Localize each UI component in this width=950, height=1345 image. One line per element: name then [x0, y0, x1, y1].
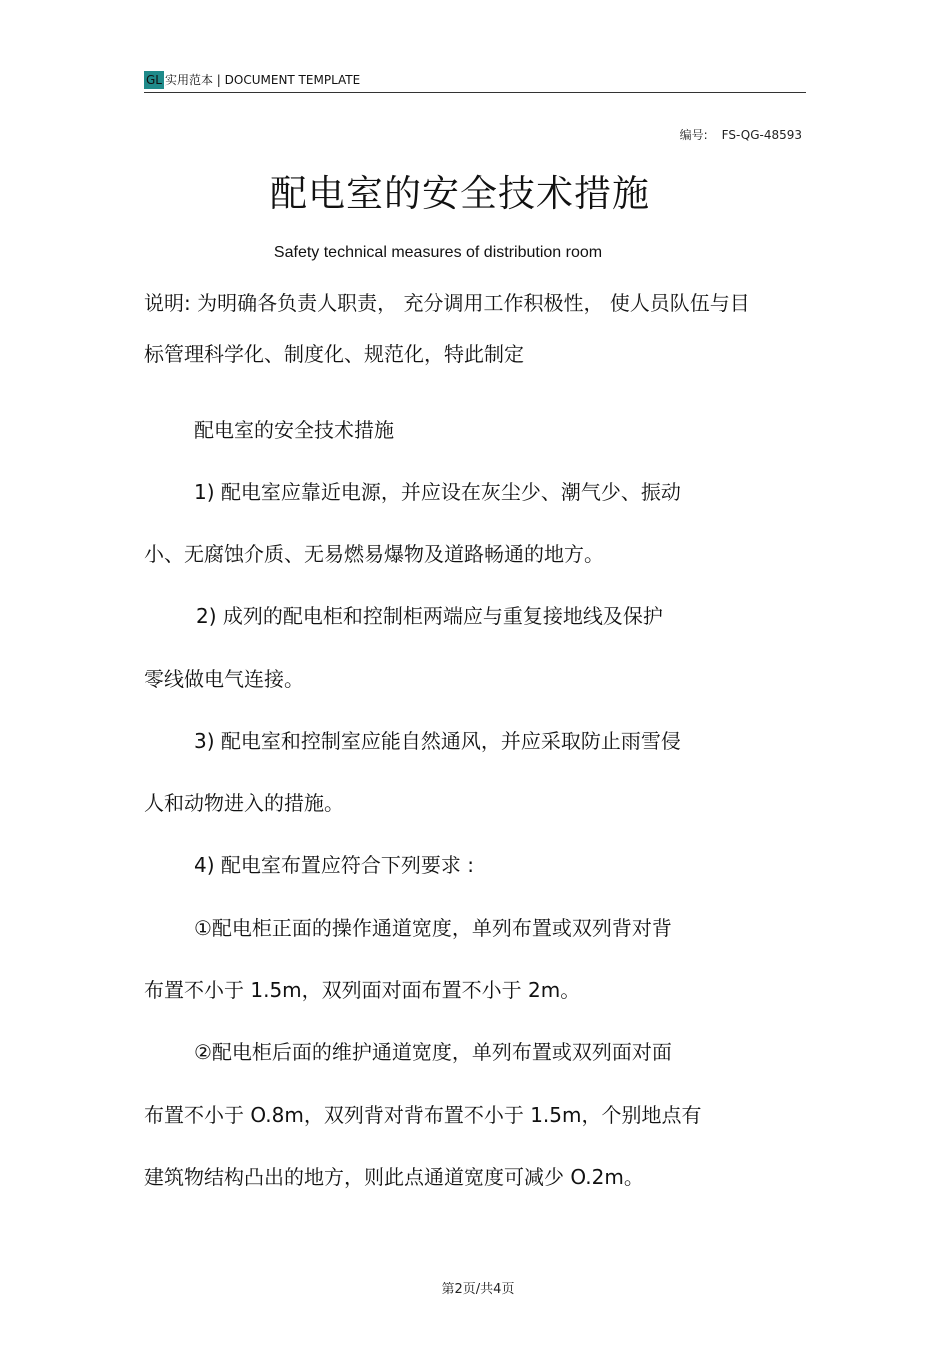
item-4-line-1: 4) 配电室布置应符合下列要求 : — [194, 853, 474, 877]
item-4a-line-2: 布置不小于 1.5m，双列面对面布置不小于 2m。 — [144, 978, 581, 1002]
document-number-label: 编号: — [679, 128, 708, 142]
document-title: 配电室的安全技术措施 — [270, 172, 650, 215]
intro-line-1: 说明: 为明确各负责人职责， 充分调用工作积极性， 使人员队伍与目 — [144, 291, 750, 315]
item-1-line-2: 小、无腐蚀介质、无易燃易爆物及道路畅通的地方。 — [144, 542, 604, 566]
item-2-line-2: 零线做电气连接。 — [144, 667, 304, 691]
document-number — [680, 126, 802, 143]
document-number-value: FS-QG-48593 — [721, 128, 802, 142]
item-1-line-1: 1) 配电室应靠近电源，并应设在灰尘少、潮气少、振动 — [194, 480, 681, 504]
item-4b-line-3: 建筑物结构凸出的地方，则此点通道宽度可减少 O.2m。 — [144, 1165, 644, 1189]
item-3-line-2: 人和动物进入的措施。 — [144, 791, 344, 815]
header-text: 实用范本 | DOCUMENT TEMPLATE — [164, 73, 361, 87]
gl-logo: GL — [146, 73, 162, 87]
item-4b-line-2: 布置不小于 O.8m，双列背对背布置不小于 1.5m，个别地点有 — [144, 1103, 702, 1127]
item-3-line-1: 3) 配电室和控制室应能自然通风，并应采取防止雨雪侵 — [194, 729, 681, 753]
intro-line-2: 标管理科学化、制度化、规范化，特此制定 — [144, 342, 524, 366]
document-subtitle: Safety technical measures of distribution room — [273, 244, 603, 261]
section-heading: 配电室的安全技术措施 — [194, 418, 394, 442]
item-4a-line-1: ①配电柜正面的操作通道宽度，单列布置或双列背对背 — [194, 916, 672, 940]
item-2-line-1: 2) 成列的配电柜和控制柜两端应与重复接地线及保护 — [196, 604, 663, 628]
page-number: 第2页/共4页 — [441, 1282, 515, 1297]
item-4b-line-1: ②配电柜后面的维护通道宽度，单列布置或双列面对面 — [194, 1040, 672, 1064]
page-header — [144, 70, 806, 93]
